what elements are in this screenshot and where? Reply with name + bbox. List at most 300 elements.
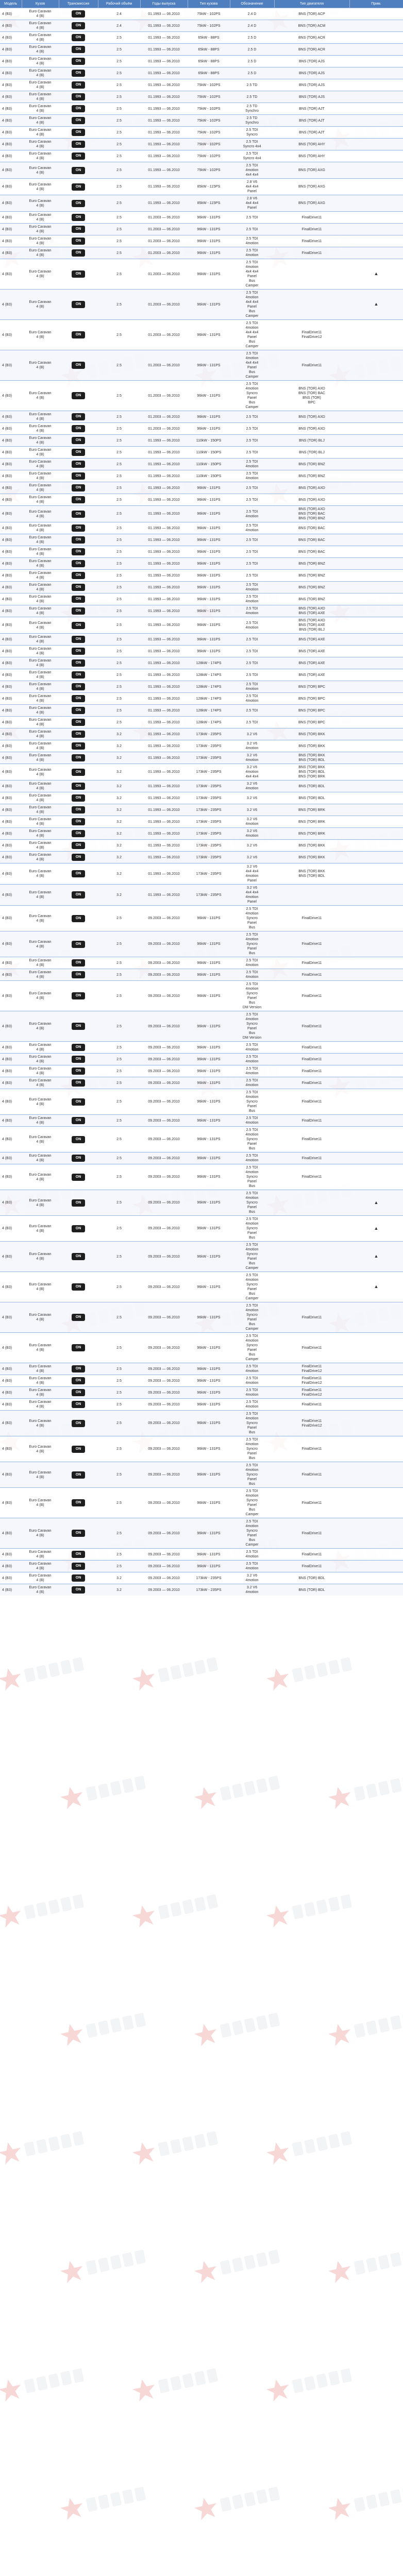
table-row[interactable] [0,1115,403,1127]
cell-designation-text: 2.5 TDI Syncro 4x4 [243,140,261,148]
cell-power-text: 110kW - 150PS [196,438,222,443]
table-row[interactable] [0,494,403,506]
cell-body [22,957,59,969]
cell-power [188,634,230,646]
table-row[interactable] [0,669,403,681]
cell-model [0,792,22,804]
cell-volume [98,224,140,235]
cell-engine [274,1399,349,1411]
cell-body-text: Euro Caravan 4 (B) [29,635,52,643]
table-row[interactable] [0,115,403,127]
table-row[interactable] [0,1011,403,1042]
cell-power [188,8,230,20]
cell-power-text: 75kW - 102PS [197,168,221,172]
table-row[interactable] [0,840,403,852]
cell-transmission [59,705,98,717]
table-row[interactable] [0,79,403,91]
cell-designation [230,1375,274,1387]
table-row[interactable] [0,1054,403,1065]
cell-volume [98,828,140,840]
cell-engine [274,1411,349,1436]
cell-body [22,235,59,247]
transmission-badge: ON [72,992,85,999]
table-row[interactable] [0,1363,403,1375]
table-row[interactable] [0,764,403,781]
cell-years-text: 01.1993 — 06.2010 [148,820,180,824]
table-row[interactable] [0,381,403,411]
table-row[interactable] [0,681,403,693]
cell-power [188,259,230,290]
cell-designation [230,669,274,681]
cell-body [22,1242,59,1272]
cell-body [22,534,59,546]
table-row[interactable] [0,1127,403,1153]
cell-body-text: Euro Caravan 4 (B) [29,818,52,826]
cell-body [22,32,59,44]
cell-volume-text: 2.4 [116,12,122,16]
table-row[interactable] [0,558,403,570]
cell-engine-text: BNS (TOR) BAC [298,550,325,554]
table-row[interactable] [0,179,403,195]
cell-model [0,717,22,728]
table-row[interactable] [0,617,403,634]
cell-model-text: 4 (B3) [2,1531,12,1535]
cell-body [22,657,59,669]
table-row[interactable] [0,1164,403,1190]
table-row[interactable] [0,594,403,605]
cell-body [22,247,59,259]
transmission-badge: ON [72,362,85,369]
cell-body-text: Euro Caravan 4 (B) [29,730,52,738]
table-row[interactable] [0,863,403,885]
cell-engine-text: FinalDrive11 [301,1564,322,1568]
table-row[interactable] [0,969,403,981]
cell-body [22,67,59,79]
cell-years-text: 09.2003 — 06.2010 [148,1531,180,1535]
cell-body [22,1399,59,1411]
cell-years-text: 01.1993 — 06.2010 [148,673,180,677]
cell-power [188,115,230,127]
transmission-badge: ON [72,870,85,877]
cell-transmission [59,1399,98,1411]
table-row[interactable] [0,44,403,56]
cell-power [188,728,230,740]
cell-body [22,459,59,470]
cell-power-text: 96kW - 131PS [197,994,221,998]
cell-years [140,546,188,558]
table-row[interactable] [0,20,403,32]
column-header-body[interactable]: Кузов [22,0,59,8]
cell-note [349,781,403,792]
column-header-note[interactable]: Прим. [349,0,403,8]
cell-years [140,1011,188,1042]
table-row[interactable] [0,906,403,931]
table-row[interactable] [0,1399,403,1411]
table-row[interactable] [0,570,403,582]
cell-engine-text: FinalDrive11 FinalDrive12 [301,1377,322,1385]
table-row[interactable] [0,1462,403,1488]
table-row[interactable] [0,705,403,717]
table-row[interactable] [0,56,403,67]
cell-engine-text: FinalDrive11 [301,1118,322,1123]
cell-volume-text: 2.5 [116,1201,122,1205]
table-row[interactable] [0,411,403,423]
transmission-badge: ON [72,141,85,148]
cell-engine-text: FinalDrive11 [301,1531,322,1535]
table-row[interactable] [0,1042,403,1054]
cell-volume-text: 2.5 [116,623,122,627]
cell-power-text: 128kW - 174PS [196,708,222,713]
cell-body [22,1089,59,1115]
table-row[interactable] [0,981,403,1011]
table-row[interactable] [0,1216,403,1242]
cell-years-text: 09.2003 — 06.2010 [148,1552,180,1556]
cell-engine-text: FinalDrive11 [301,1175,322,1179]
cell-years-text: 09.2003 — 06.2010 [148,1045,180,1049]
cell-body-text: Euro Caravan 4 (B) [29,1365,52,1373]
cell-power-text: 96kW - 131PS [197,1346,221,1350]
watermark-logo [131,1890,219,1929]
table-row[interactable] [0,162,403,179]
cell-volume-text: 2.5 [116,1156,122,1160]
cell-volume [98,885,140,906]
cell-power [188,470,230,482]
cell-engine-text: BNS (TOR) BRK [298,820,325,824]
table-row[interactable] [0,470,403,482]
cell-model [0,863,22,885]
cell-volume [98,1333,140,1363]
watermark-logo [193,1772,281,1810]
transmission-badge: ON [72,129,85,136]
cell-power-text: 96kW - 131PS [197,623,221,627]
cell-volume-text: 2.5 [116,185,122,189]
table-row[interactable] [0,1153,403,1164]
cell-volume-text: 2.5 [116,1552,122,1556]
cell-model-text: 4 (B3) [2,201,12,205]
table-row[interactable] [0,931,403,957]
table-row[interactable] [0,634,403,646]
cell-body [22,646,59,657]
table-row[interactable] [0,139,403,150]
cell-note [349,506,403,522]
table-row[interactable] [0,816,403,828]
table-row[interactable] [0,717,403,728]
table-row[interactable] [0,127,403,139]
cell-power-text: 96kW - 131PS [197,961,221,965]
table-row[interactable] [0,1561,403,1572]
cell-designation [230,617,274,634]
cell-volume-text: 2.5 [116,1531,122,1535]
cell-note [349,594,403,605]
table-row[interactable] [0,1375,403,1387]
table-row[interactable] [0,828,403,840]
cell-engine [274,657,349,669]
cell-volume-text: 2.5 [116,562,122,566]
cell-model-text: 4 (B3) [2,450,12,454]
table-row[interactable] [0,235,403,247]
cell-engine [274,669,349,681]
cell-model-text: 4 (B3) [2,820,12,824]
table-row[interactable] [0,657,403,669]
cell-power [188,56,230,67]
cell-body-text: Euro Caravan 4 (B) [29,270,52,278]
cell-volume-text: 2.5 [116,83,122,87]
cell-model [0,522,22,534]
cell-model [0,1242,22,1272]
cell-volume-text: 2.5 [116,438,122,443]
table-row[interactable] [0,1272,403,1302]
cell-volume-text: 2.5 [116,154,122,158]
cell-power [188,235,230,247]
cell-volume [98,906,140,931]
cell-body-text: Euro Caravan 4 (B) [29,571,52,580]
cell-designation [230,558,274,570]
cell-power-text: 173kW - 235PS [196,756,222,760]
cell-body [22,1272,59,1302]
table-row[interactable] [0,1584,403,1596]
cell-note [349,494,403,506]
column-header-body-type[interactable]: Тип кузова [188,0,230,8]
cell-engine-text: BNS (TOR) BDL [298,1576,325,1580]
cell-years [140,728,188,740]
table-row[interactable] [0,728,403,740]
cell-power-text: 96kW - 131PS [197,1255,221,1259]
cell-years [140,781,188,792]
column-header-volume[interactable]: Рабочий объём [98,0,140,8]
cell-transmission [59,1411,98,1436]
cell-years-text: 01.1993 — 06.2010 [148,130,180,134]
column-header-model[interactable]: Модель [0,0,22,8]
cell-model-text: 4 (B3) [2,1081,12,1085]
cell-designation-text: 2.5 TDI 4motion Syncro Panel Bus [245,1217,259,1240]
cell-engine [274,634,349,646]
watermark-logo [131,1653,219,1692]
table-row[interactable] [0,67,403,79]
cell-model [0,546,22,558]
table-row[interactable] [0,885,403,906]
cell-body [22,482,59,494]
cell-transmission [59,179,98,195]
cell-power-text: 173kW - 235PS [196,893,222,897]
column-header-designation[interactable]: Обозначение [230,0,274,8]
table-row[interactable] [0,150,403,162]
table-row[interactable] [0,247,403,259]
cell-volume-text: 2.5 [116,585,122,589]
cell-power [188,1089,230,1115]
table-row[interactable] [0,212,403,224]
down-arrow-icon: ▲ [374,271,379,276]
cell-power [188,1042,230,1054]
cell-power [188,224,230,235]
table-row[interactable] [0,224,403,235]
table-row[interactable] [0,1488,403,1518]
table-row[interactable] [0,1065,403,1077]
table-row[interactable] [0,534,403,546]
table-row[interactable] [0,646,403,657]
cell-designation-text: 2.5 D [247,47,257,52]
cell-transmission [59,646,98,657]
cell-engine-text: BNS (TOR) BNZ [298,597,325,601]
cell-volume-text: 3.2 [116,832,122,836]
transmission-badge: ON [72,1551,85,1558]
table-row[interactable] [0,852,403,863]
table-row[interactable] [0,435,403,447]
cell-years-text: 09.2003 — 06.2010 [148,1057,180,1061]
cell-years-text: 09.2003 — 06.2010 [148,1391,180,1395]
table-row[interactable] [0,506,403,522]
cell-body-text: Euro Caravan 4 (B) [29,1283,52,1291]
cell-model-text: 4 (B3) [2,415,12,419]
table-row[interactable] [0,740,403,752]
cell-volume-text: 3.2 [116,1588,122,1592]
cell-power [188,617,230,634]
table-row[interactable] [0,91,403,103]
table-row[interactable] [0,1077,403,1089]
cell-power [188,67,230,79]
cell-volume-text: 2.5 [116,1175,122,1179]
column-header-years[interactable]: Годы выпуска [140,0,188,8]
table-row[interactable] [0,792,403,804]
table-row[interactable] [0,103,403,115]
transmission-badge: ON [72,93,85,100]
cell-volume-text: 3.2 [116,732,122,736]
table-row[interactable] [0,1572,403,1584]
cell-power [188,290,230,320]
cell-body [22,764,59,781]
table-row[interactable] [0,1411,403,1436]
cell-body-text: Euro Caravan 4 (B) [29,754,52,762]
cell-body-text: Euro Caravan 4 (B) [29,93,52,101]
cell-volume [98,32,140,44]
cell-years-text: 01.1993 — 06.2010 [148,550,180,554]
table-row[interactable] [0,1302,403,1333]
table-row[interactable] [0,1518,403,1549]
cell-model [0,1584,22,1596]
table-row[interactable] [0,781,403,792]
cell-volume-text: 2.5 [116,942,122,946]
cell-designation-text: 2.5 TDI 4motion [245,1377,259,1385]
table-row[interactable] [0,195,403,212]
cell-years-text: 01.1993 — 06.2010 [148,142,180,146]
cell-power [188,752,230,764]
cell-model [0,828,22,840]
cell-years-text: 01.2003 — 06.2010 [148,363,180,367]
table-row[interactable] [0,1190,403,1216]
table-row[interactable] [0,957,403,969]
table-row[interactable] [0,447,403,459]
column-header-transmission[interactable]: Трансмиссия [59,0,98,8]
column-header-engine[interactable]: Тип двигателя [274,0,349,8]
table-row[interactable] [0,693,403,705]
cell-model-text: 4 (B3) [2,1069,12,1073]
cell-note [349,693,403,705]
table-row[interactable] [0,546,403,558]
table-row[interactable] [0,1549,403,1561]
cell-engine-text: FinalDrive11 [301,363,322,367]
transmission-badge: ON [72,1044,85,1051]
cell-model [0,247,22,259]
table-row[interactable] [0,8,403,20]
cell-body [22,828,59,840]
table-row[interactable] [0,259,403,290]
table-row[interactable] [0,290,403,320]
cell-model-text: 4 (B3) [2,83,12,87]
table-row[interactable] [0,459,403,470]
table-row[interactable] [0,804,403,816]
cell-designation [230,115,274,127]
cell-years [140,470,188,482]
table-row[interactable] [0,582,403,594]
cell-volume [98,1089,140,1115]
cell-model [0,1054,22,1065]
table-row[interactable] [0,1333,403,1363]
cell-power-text: 96kW - 131PS [197,1156,221,1160]
cell-model-text: 4 (B3) [2,462,12,466]
table-row[interactable] [0,522,403,534]
cell-body [22,1077,59,1089]
cell-body-text: Euro Caravan 4 (B) [29,460,52,468]
cell-model-text: 4 (B3) [2,796,12,800]
cell-model [0,558,22,570]
cell-power-text: 96kW - 131PS [197,239,221,243]
cell-model-text: 4 (B3) [2,71,12,75]
cell-designation-text: 2.4 D [247,12,257,16]
cell-note [349,1436,403,1462]
cell-model [0,506,22,522]
cell-body [22,1333,59,1363]
cell-volume [98,1549,140,1561]
cell-power-text: 96kW - 131PS [197,562,221,566]
table-row[interactable] [0,320,403,350]
cell-engine [274,139,349,150]
table-row[interactable] [0,1436,403,1462]
table-row[interactable] [0,752,403,764]
cell-engine [274,20,349,32]
cell-years-text: 01.2003 — 06.2010 [148,415,180,419]
cell-years [140,816,188,828]
table-row[interactable] [0,350,403,381]
cell-note [349,115,403,127]
cell-years [140,646,188,657]
table-row[interactable] [0,482,403,494]
table-row[interactable] [0,1089,403,1115]
cell-volume [98,470,140,482]
transmission-badge: ON [72,1023,85,1030]
cell-transmission [59,1216,98,1242]
cell-body-text: Euro Caravan 4 (B) [29,1224,52,1233]
table-row[interactable] [0,423,403,435]
transmission-badge: ON [72,719,85,726]
table-row[interactable] [0,605,403,617]
table-row[interactable] [0,1242,403,1272]
cell-model [0,1411,22,1436]
transmission-badge: ON [72,472,85,480]
cell-note [349,816,403,828]
cell-volume [98,957,140,969]
cell-engine [274,195,349,212]
cell-engine [274,852,349,863]
cell-body [22,195,59,212]
cell-designation-text: 2.4 D [247,24,257,28]
cell-power [188,1077,230,1089]
cell-engine-text: BNS (TOR) BKK [298,744,325,748]
cell-transmission [59,115,98,127]
table-row[interactable] [0,1387,403,1399]
table-row[interactable] [0,32,403,44]
transmission-badge: ON [72,1365,85,1372]
cell-engine-text: BNS (TOR) AXD [298,415,325,419]
cell-power [188,969,230,981]
